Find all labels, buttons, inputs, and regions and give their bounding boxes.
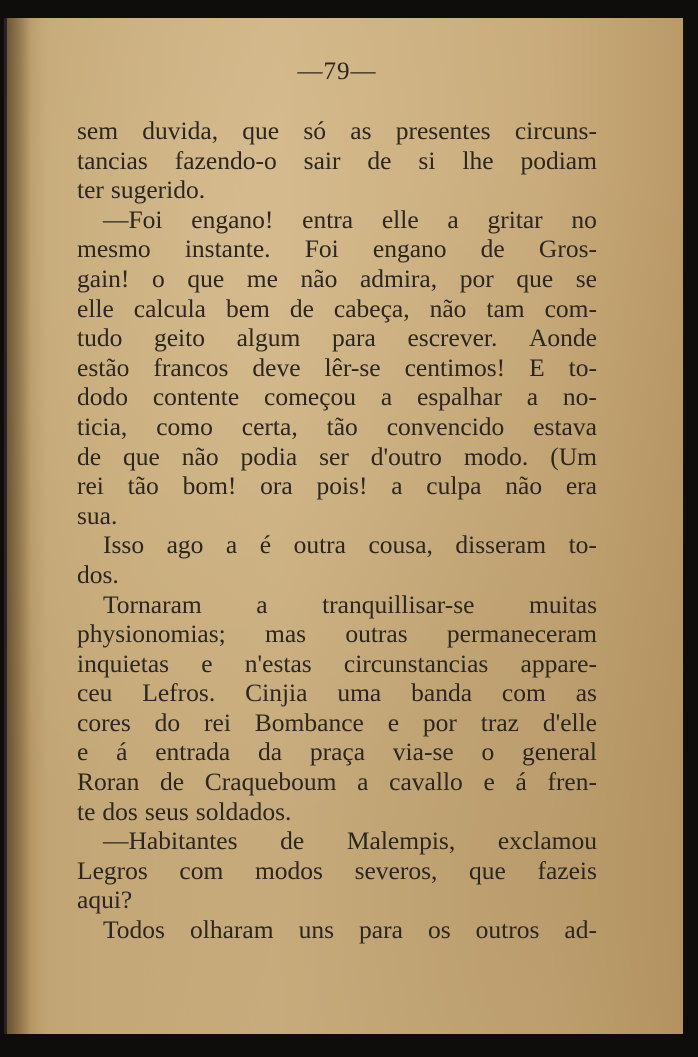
- word: seus: [144, 796, 189, 826]
- text-line: [77, 590, 597, 620]
- word: a: [256, 589, 268, 619]
- word: de: [480, 234, 505, 264]
- word: ceu: [77, 678, 113, 708]
- word: presentes: [395, 116, 491, 145]
- word: pois!: [316, 471, 368, 501]
- word: Legros: [77, 855, 148, 885]
- text-line: [77, 323, 597, 353]
- word: geito: [153, 323, 205, 353]
- word: cavallo: [389, 767, 463, 797]
- text-line: [77, 264, 597, 294]
- word: algum: [236, 323, 301, 353]
- text-line: [77, 767, 597, 797]
- word: o: [481, 737, 495, 767]
- word: outros: [475, 915, 540, 945]
- text-line: [77, 294, 597, 324]
- word: ora: [260, 471, 293, 501]
- word: ter: [77, 175, 104, 205]
- word: contente: [152, 382, 240, 412]
- word: no-: [562, 382, 597, 412]
- word: Bombance: [254, 707, 364, 737]
- word: Cinjia: [245, 678, 308, 708]
- text-line: [77, 708, 597, 738]
- word: com: [179, 855, 224, 885]
- text-line: [77, 205, 597, 235]
- word: era: [565, 471, 597, 501]
- text-lines: [77, 116, 597, 945]
- word: Foi: [304, 234, 339, 264]
- word: de: [280, 826, 305, 856]
- word: si: [418, 145, 436, 175]
- word: uma: [337, 678, 382, 708]
- word: circunstancias: [343, 648, 489, 678]
- word: culpa: [426, 471, 482, 501]
- word: do: [154, 707, 181, 737]
- word: espalhar: [417, 382, 502, 412]
- word: e: [201, 648, 213, 678]
- word: cores: [77, 707, 131, 737]
- word: dodo: [77, 382, 128, 412]
- word: francos: [153, 352, 229, 382]
- word: cabeça,: [333, 293, 410, 323]
- word: permaneceram: [446, 619, 597, 649]
- word: d'outro: [370, 441, 442, 471]
- text-line: [77, 234, 597, 264]
- word: —Foi: [103, 204, 163, 234]
- text-line: [77, 649, 597, 679]
- word: dos: [102, 796, 138, 826]
- text-line: [77, 353, 597, 383]
- word: ticia,: [77, 411, 128, 441]
- word: tão: [326, 411, 358, 441]
- word: fazendo-o: [174, 145, 277, 175]
- word: a: [391, 471, 403, 501]
- word: Tornaram: [103, 589, 202, 619]
- word: bom!: [182, 471, 237, 501]
- word: a: [447, 204, 459, 234]
- word: tão: [127, 471, 159, 501]
- word: te: [77, 796, 96, 826]
- word: severos,: [354, 855, 438, 885]
- text-line: [77, 471, 597, 501]
- word: —Habitantes: [103, 826, 238, 856]
- word: entrada: [155, 737, 231, 767]
- word: de: [160, 767, 185, 797]
- page-text-block: [77, 58, 597, 945]
- word: sua.: [77, 500, 118, 530]
- word: de: [77, 441, 102, 471]
- word: sugerido.: [110, 175, 206, 205]
- word: me: [246, 263, 278, 293]
- word: convencido: [386, 411, 505, 441]
- word: sem: [77, 116, 119, 145]
- word: por: [459, 263, 494, 293]
- word: tam: [486, 293, 525, 323]
- text-line: [77, 826, 597, 856]
- word: começou: [264, 382, 357, 412]
- word: gain!: [77, 263, 130, 293]
- word: que: [242, 116, 280, 145]
- word: tranquillisar-se: [322, 589, 475, 619]
- word: (Um: [550, 441, 597, 471]
- word: certa,: [241, 411, 298, 441]
- word: não: [429, 293, 467, 323]
- text-line: [77, 885, 597, 915]
- word: modo.: [463, 441, 529, 471]
- word: Craqueboum: [204, 767, 337, 797]
- word: dos.: [77, 559, 119, 589]
- word: a: [380, 382, 393, 412]
- text-line: [77, 175, 597, 205]
- text-line: [77, 412, 597, 442]
- word: que: [187, 263, 225, 293]
- word: para: [359, 915, 403, 945]
- text-line: [77, 678, 597, 708]
- word: exclamou: [497, 826, 597, 856]
- word: elle: [381, 204, 419, 234]
- word: to-: [568, 530, 597, 560]
- word: e: [483, 767, 495, 797]
- word: traz: [480, 707, 519, 737]
- word: to-: [568, 352, 597, 382]
- word: lhe: [462, 145, 494, 175]
- word: Aonde: [529, 323, 597, 353]
- word: no: [571, 204, 597, 234]
- word: com-: [544, 293, 597, 323]
- word: modos: [254, 855, 323, 885]
- word: como: [156, 411, 213, 441]
- word: entra: [302, 204, 354, 234]
- text-line: [77, 560, 597, 590]
- text-line: [77, 797, 597, 827]
- word: da: [257, 737, 283, 767]
- word: podia: [240, 441, 298, 471]
- text-line: [77, 116, 597, 146]
- word: engano!: [191, 204, 274, 234]
- word: n'estas: [244, 648, 312, 678]
- word: á: [116, 737, 128, 767]
- word: sair: [303, 145, 341, 175]
- text-line: [77, 619, 597, 649]
- word: general: [521, 737, 597, 767]
- word: centimos!: [404, 352, 506, 382]
- word: E: [529, 352, 545, 382]
- word: e: [387, 707, 400, 737]
- word: estão: [77, 352, 130, 382]
- word: as: [350, 116, 372, 145]
- word: via-se: [392, 737, 454, 767]
- word: as: [575, 678, 597, 708]
- word: fren-: [547, 767, 597, 797]
- word: á: [515, 767, 527, 797]
- word: o: [152, 263, 165, 293]
- page-number: —79—: [297, 58, 377, 85]
- word: para: [331, 323, 376, 353]
- word: que: [516, 263, 554, 293]
- word: bem: [225, 293, 270, 323]
- text-line: [77, 530, 597, 560]
- word: com: [501, 678, 546, 708]
- word: muitas: [529, 589, 597, 619]
- word: a: [225, 530, 238, 560]
- page-spine-shadow: [7, 18, 31, 1034]
- word: fazeis: [537, 855, 597, 885]
- word: a: [357, 767, 369, 797]
- word: escrever.: [407, 323, 498, 353]
- word: disseram: [455, 530, 547, 560]
- word: admira,: [359, 263, 438, 293]
- text-line: [77, 915, 597, 945]
- word: cousa,: [368, 530, 433, 560]
- word: de: [367, 145, 392, 175]
- word: lêr-se: [324, 352, 381, 382]
- word: outra: [293, 530, 346, 560]
- word: de: [289, 293, 314, 323]
- word: appare-: [520, 648, 597, 678]
- text-line: [77, 501, 597, 531]
- word: estava: [533, 411, 597, 441]
- word: é: [259, 530, 272, 560]
- word: rei: [77, 471, 104, 501]
- word: tancias: [77, 145, 148, 175]
- word: d'elle: [542, 707, 597, 737]
- word: só: [303, 116, 327, 145]
- word: e: [77, 737, 89, 767]
- word: Roran: [77, 767, 140, 797]
- word: Todos: [103, 915, 165, 945]
- word: Isso: [103, 530, 145, 560]
- word: uns: [298, 915, 335, 945]
- text-line: [77, 442, 597, 472]
- word: gritar: [487, 204, 543, 234]
- word: Gros-: [538, 234, 597, 264]
- word: se: [575, 263, 597, 293]
- word: os: [427, 915, 451, 945]
- book-page: [4, 18, 683, 1034]
- word: instante.: [184, 234, 271, 264]
- word: que: [469, 855, 506, 885]
- word: mesmo: [77, 234, 151, 264]
- word: tudo: [77, 323, 123, 353]
- word: banda: [411, 678, 473, 708]
- word: a: [526, 382, 539, 412]
- text-line: [77, 382, 597, 412]
- word: olharam: [190, 915, 274, 945]
- word: Malempis,: [346, 826, 456, 856]
- text-line: [77, 146, 597, 176]
- word: podiam: [520, 145, 597, 175]
- word: outras: [345, 619, 408, 649]
- word: Lefros.: [142, 678, 216, 708]
- word: physionomias;: [77, 619, 226, 649]
- word: ser: [319, 441, 349, 471]
- word: deve: [252, 352, 301, 382]
- text-line: [77, 737, 597, 767]
- word: não: [300, 263, 338, 293]
- word: praça: [309, 737, 366, 767]
- word: elle: [77, 293, 114, 323]
- word: ad-: [564, 915, 597, 945]
- word: não: [505, 471, 543, 501]
- word: mas: [265, 619, 307, 649]
- word: calcula: [133, 293, 206, 323]
- word: duvida,: [142, 116, 219, 145]
- word: circuns-: [514, 116, 597, 145]
- word: inquietas: [77, 648, 170, 678]
- word: não: [181, 441, 219, 471]
- text-line: [77, 856, 597, 886]
- word: por: [422, 707, 457, 737]
- word: ago: [166, 530, 204, 560]
- word: aqui?: [77, 885, 133, 915]
- word: que: [123, 441, 160, 471]
- word: soldados.: [195, 796, 292, 826]
- word: engano: [372, 234, 447, 264]
- word: rei: [204, 707, 231, 737]
